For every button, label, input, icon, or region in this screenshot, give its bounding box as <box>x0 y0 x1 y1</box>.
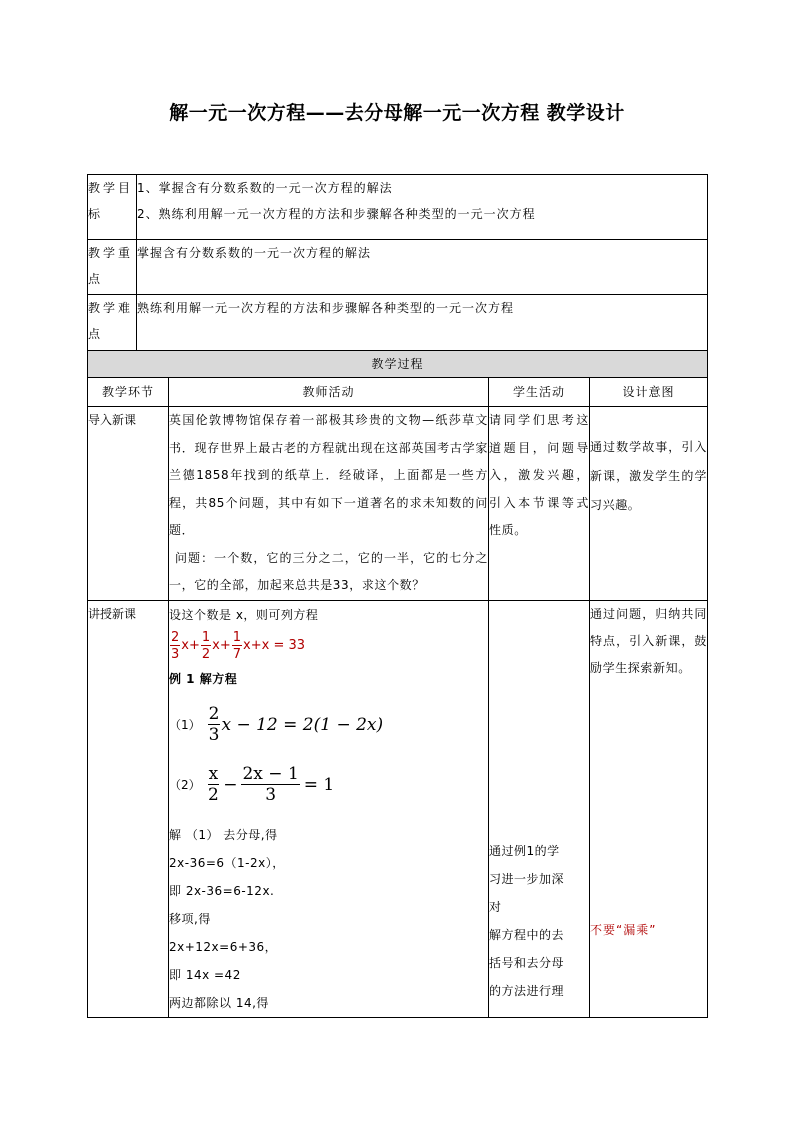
solution-step: 2x+12x=6+36， <box>169 939 278 954</box>
key-point-label: 教学重点 <box>88 240 137 295</box>
solution-steps <box>169 821 488 1017</box>
lecture-stage: 讲授新课 <box>88 600 169 1017</box>
lecture-setup: 设这个数是 x，则可列方程 <box>169 607 319 622</box>
difficulty-content: 熟练利用解一元一次方程的方法和步骤解各种类型的一元一次方程 <box>137 295 708 351</box>
lecture-row <box>88 600 708 1017</box>
example-equation-1: （1） $\frac{2}{3}$ x − 12 = 2(1 − 2x) <box>169 703 384 745</box>
objectives-row <box>88 175 708 240</box>
difficulty-row <box>88 295 708 351</box>
key-point-content: 掌握含有分数系数的一元一次方程的解法 <box>137 240 708 295</box>
lecture-design <box>590 600 708 1017</box>
document-title: 解一元一次方程——去分母解一元一次方程 教学设计 <box>169 102 625 124</box>
header-teacher: 教师活动 <box>169 378 489 407</box>
intro-student-text: 请同学们思考这道题目，问题导入，激发兴趣，引入本节课等式性质。 <box>489 413 589 537</box>
student-line: 解方程中的去 <box>489 927 565 942</box>
intro-row <box>88 407 708 601</box>
example-title: 例 1 解方程 <box>169 671 238 686</box>
key-point-row <box>88 240 708 295</box>
intro-design <box>590 407 708 601</box>
student-line: 习进一步加深 <box>489 871 565 886</box>
intro-teacher <box>169 407 489 601</box>
difficulty-label: 教学难点 <box>88 295 137 351</box>
lesson-plan-table <box>87 174 708 1018</box>
equation-main: $\frac{2}{3}$ x+ $\frac{1}{2}$ x+ $\frac{1}{7}$ x+x = 33 <box>171 629 306 662</box>
example-equation-2: （2） $\frac{x}{2}$ − $\frac{2x - 1}{3}$ = 1 <box>169 763 335 805</box>
lecture-student-text <box>489 837 589 1005</box>
process-band-row <box>88 351 708 378</box>
intro-stage: 导入新课 <box>88 407 169 601</box>
solution-step: 解 （1） 去分母,得 <box>169 827 278 842</box>
objective-item: 1、掌握含有分数系数的一元一次方程的解法 <box>137 181 393 195</box>
solution-step: 即 14x =42 <box>169 967 241 982</box>
objective-item: 2、熟练利用解一元一次方程的方法和步骤解各种类型的一元一次方程 <box>137 207 536 221</box>
process-band: 教学过程 <box>88 351 708 378</box>
intro-story: 英国伦敦博物馆保存着一部极其珍贵的文物—纸莎草文书．现存世界上最古老的方程就出现在这部英国考古学家兰德1858年找到的纸草上．经破译，上面都是一些方程，共85个问题，其中有如下一道著名的求未知数的问题． <box>169 413 488 537</box>
solution-step: 移项,得 <box>169 911 211 926</box>
student-line: 的方法进行理 <box>489 983 565 998</box>
objectives-content <box>137 175 708 240</box>
design-note: 不要“漏乘” <box>590 922 657 937</box>
student-line: 括号和去分母 <box>489 955 565 970</box>
student-line: 通过例1的学 <box>489 843 560 858</box>
student-line: 对 <box>489 899 502 914</box>
intro-student <box>489 407 590 601</box>
process-header-row <box>88 378 708 407</box>
intro-design-text: 通过数学故事，引入新课，激发学生的学习兴趣。 <box>590 440 708 512</box>
solution-step: 即 2x-36=6-12x. <box>169 883 275 898</box>
header-student: 学生活动 <box>489 378 590 407</box>
solution-step: 两边都除以 14,得 <box>169 995 269 1010</box>
lecture-design-text: 通过问题，归纳共同特点，引入新课，鼓励学生探索新知。 <box>590 606 708 675</box>
objectives-label: 教学目标 <box>88 175 137 240</box>
header-stage: 教学环节 <box>88 378 169 407</box>
lecture-teacher <box>169 600 489 1017</box>
header-design: 设计意图 <box>590 378 708 407</box>
solution-step: 2x-36=6（1-2x）， <box>169 855 285 870</box>
intro-question: 问题：一个数，它的三分之二，它的一半，它的七分之一，它的全部，加起来总共是33，求这个数？ <box>169 550 488 592</box>
lecture-student <box>489 600 590 1017</box>
